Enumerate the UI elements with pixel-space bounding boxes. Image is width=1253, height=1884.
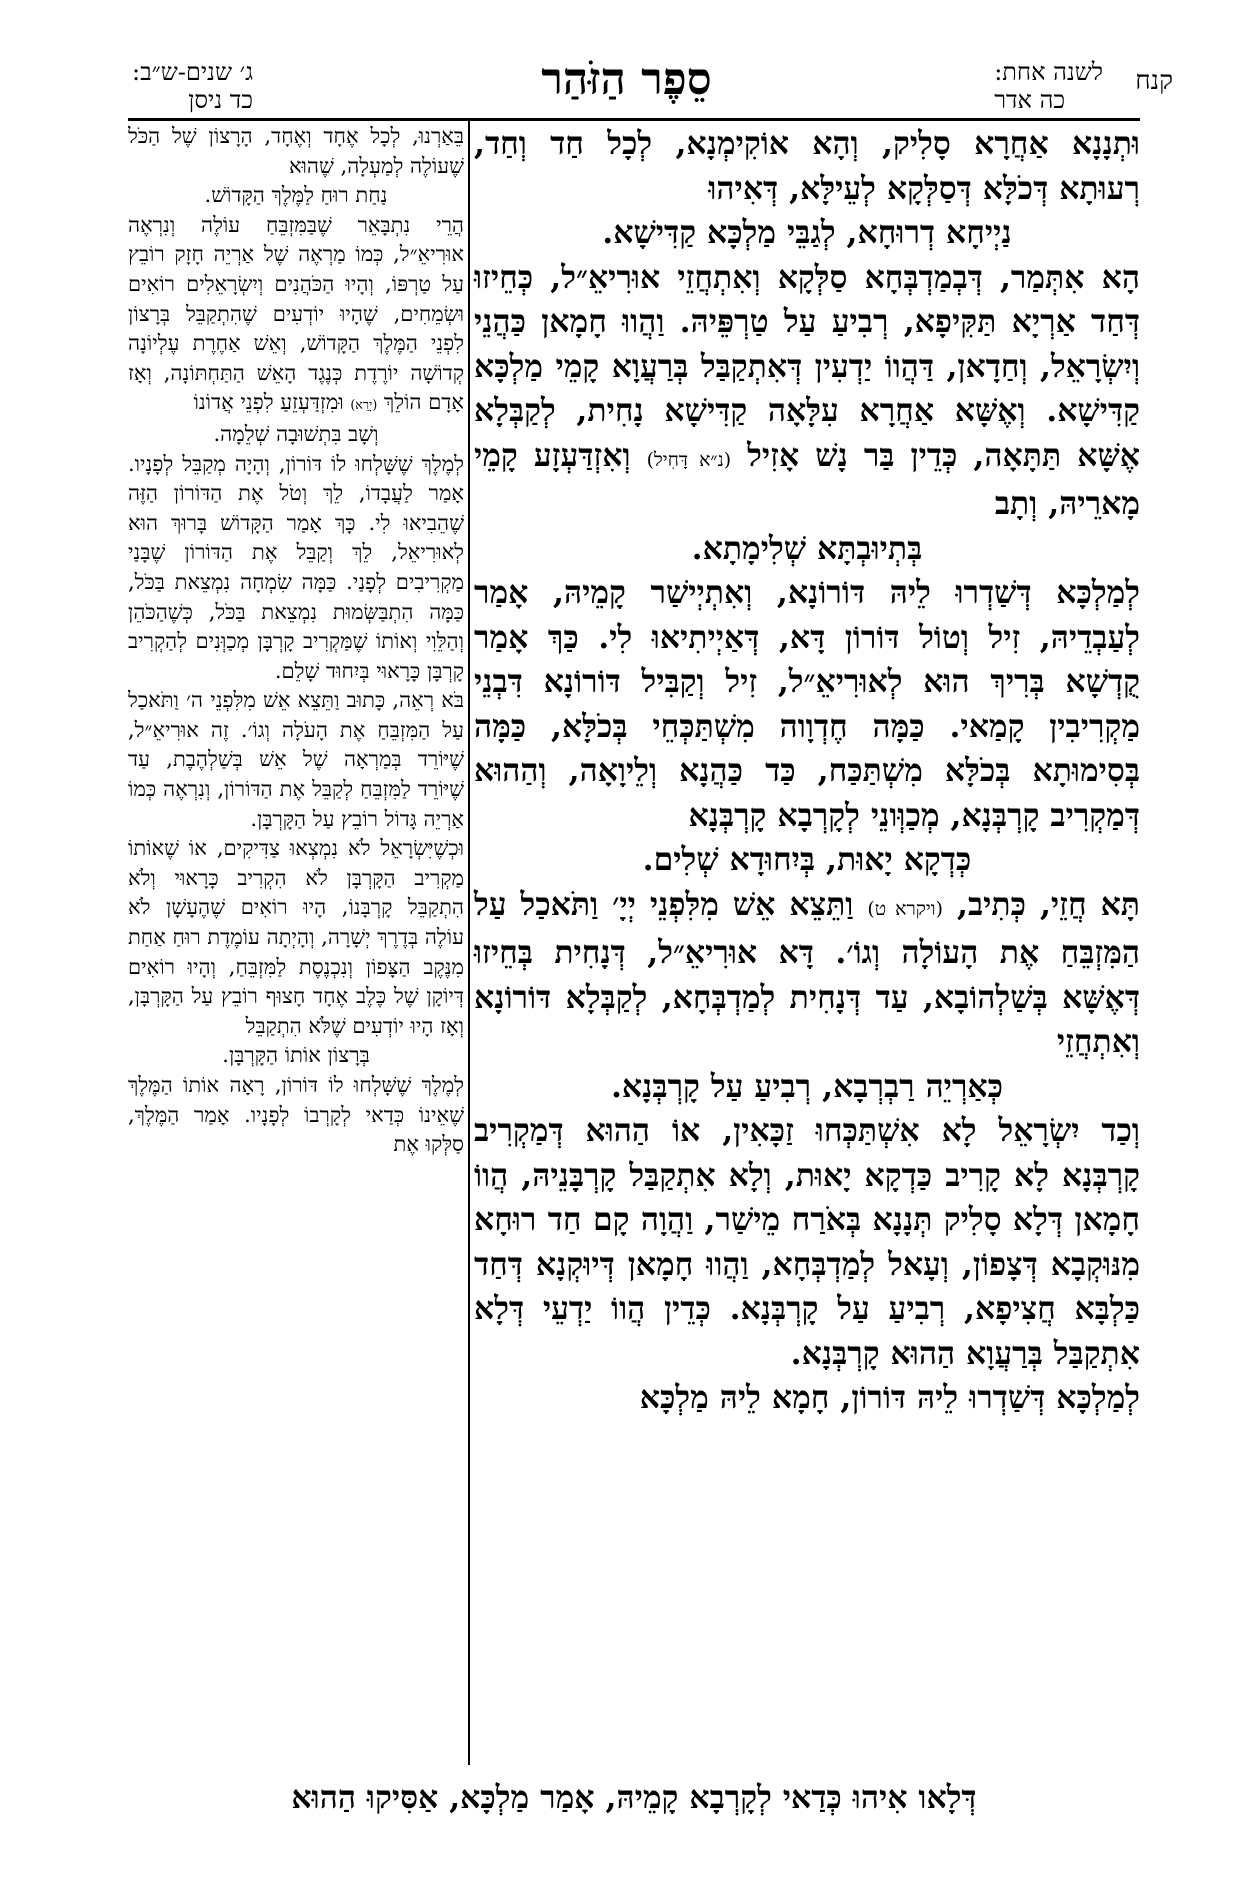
paragraph-end: כְּאַרְיֵה רַבְרְבָא, רְבִיעַ עַל קָרְבְּנָא. — [610, 1067, 1004, 1105]
paragraph: הָא אִתְּמַר, דְּבְמַדְבְּחָא סַלְּקָא וְאִתְחֲזֵי אוּרִיאֵ״ל, כְּחֵיזוּ דְּחַד אַרְיָא תַּקִּיפָא, רְבִיעַ עַל טַרְפֵּיהּ. וַהֲווּ חָמָאן כַּהֲנֵי וְיִשְׂרָאֵל, וְחַדָאן, דַּהֲווֹ יַדְעִין דְּאִתְקַבַּל בְּרַעֲוָא קָמֵי מַלְכָּא קַדִּישָׁא. וְאֶשָּׁא אַחֲרָא עִלָּאָה קַדִּישָׁא נָחִית, לְקַבְּלָא אֶשָּׁא תַּתָּאָה, כְּדֵין בַּר נָשׁ אָזִיל (נ״א דָּחִיל) וְאִזְדַּעְזָע קָמֵי מָארֵיהּ, וְתָב — [474, 258, 1140, 522]
paragraph: לְמֶלֶךְ שֶׁשָּׁלְחוּ לוֹ דּוֹרוֹן, וְהָיָה מְקַבֵּל לְפָנָיו. אָמַר לַעֲבָדוֹ, לֵךְ וְטֹל אֶת הַדּוֹרוֹן הַזֶּה שֶׁהֵבִיאוּ לִי. כָּךְ אָמַר הַקָּדוֹשׁ בָּרוּךְ הוּא לְאוּרִיאֵל, לֵךְ וְקַבֵּל אֶת הַדּוֹרוֹן שֶׁבָּנַי מַקְרִיבִים לְפָנַי. כַּמָּה שִׂמְחָה נִמְצֵאת בַּכֹּל, כַּמָּה הִתְבַּשְּׂמוּת נִמְצֵאת בַּכֹּל, כְּשֶׁהַכֹּהֵן וְהַלֵּוִי וְאוֹתוֹ שֶׁמַּקְרִיב קָרְבָּן מְכַוְּנִים לְהַקְרִיב קָרְבָּן כָּרָאוּי בְּיִחוּד שָׁלֵם. — [128, 451, 464, 683]
aramaic-text-column — [474, 122, 1140, 1421]
paragraph-end: כְּדְקָא יָאוּת, בְּיִחוּדָא שְׁלִים. — [642, 841, 972, 878]
paragraph: וּכְשֶׁיִּשְׂרָאֵל לֹא נִמְצְאוּ צַדִּיקִים, אוֹ שֶׁאוֹתוֹ מַקְרִיב הַקָּרְבָּן לֹא הִקְרִיב כָּרָאוּי וְלֹא הִתְקַבֵּל קָרְבָּנוֹ, הָיוּ רוֹאִים שֶׁהֶעָשָׁן לֹא עוֹלֶה בְּדֶרֶךְ יְשָׁרָה, וְהָיְתָה עוֹמֶדֶת רוּחַ אַחַת מִנֶּקֶב הַצָּפוֹן וְנִכְנֶסֶת לַמִּזְבֵּחַ, וְהָיוּ רוֹאִים דְּיוֹקָן שֶׁל כֶּלֶב אֶחָד חָצוּף רוֹבֵץ עַל הַקָּרְבָּן, וְאָז הָיוּ יוֹדְעִים שֶׁלֹּא הִתְקַבֵּל — [128, 836, 464, 1038]
column-divider — [468, 120, 470, 1765]
schedule-label: לשנה אחת: — [994, 58, 1103, 86]
paragraph-end: וְשָׁב בִּתְשׁוּבָה שְׁלֵמָה. — [213, 421, 379, 446]
paragraph: לְמַלְכָּא דְּשַׁדְרוּ לֵיהּ דּוֹרוֹן, חָמָא לֵיהּ מַלְכָּא — [639, 1379, 1140, 1416]
paragraph: לְמֶלֶךְ שֶׁשָּׁלְחוּ לוֹ דּוֹרוֹן, רָאָה אוֹתוֹ הַמֶּלֶךְ שֶׁאֵינוֹ כְּדַאי לְקָרְבוֹ לְפָנָיו. אָמַר הַמֶּלֶךְ, סַלְּקוּ אֶת — [128, 1073, 464, 1157]
paragraph: תָּא חֲזֵי, כְּתִיב, (ויקרא ט) וַתֵּצֵא אֵשׁ מִלִּפְנֵי יְיָ׳ וַתֹּאכַל עַל הַמִּזְבֵּחַ אֶת הָעוֹלָה וְגוֹ׳. דָּא אוּרִיאֵ״ל, דְּנָחִית בְּחֵיזוּ דְּאֶשָּׁא בְּשַׁלְהוֹבָא, עַד דְּנָחִית לְמַדְבְּחָא, לְקַבְּלָא דּוֹרוֹנָא וְאִתְחֲזֵי — [474, 885, 1141, 1060]
continuation-line: דְּלָאו אִיהוּ כְּדַאי לְקָרְבָא קָמֵיהּ, אָמַר מַלְכָּא, אַסִּיקוּ הַהוּא — [291, 1779, 977, 1816]
schedule-date: כה אדר — [994, 86, 1066, 114]
paragraph: וְכַד יִשְׂרָאֵל לָא אִשְׁתַּכְּחוּ זַכָּאִין, אוֹ הַהוּא דְּמַקְרִיב קָרְבְּנָא לָא קָרִיב כַּדְקָא יָאוּת, וְלָא אִתְקַבַּל קָרְבָּנֵיהּ, הֲווֹ חָמָאן דְּלָא סָלִיק תְּנָנָא בְּאֹרַח מֵישַׁר, וַהֲוָה קָם חַד רוּחָא מִנּוּקְבָא דְּצָפוֹן, וְעָאל לְמַדְבְּחָא, וַהֲווּ חָמָאן דְּיוּקְנָא דְּחַד כַּלְבָּא חֲצִיפָא, רְבִיעַ עַל קָרְבְּנָא. כְּדֵין הֲווֹ יַדְעֵי דְּלָא אִתְקַבַּל בְּרַעֲוָא הַהוּא קָרְבְּנָא. — [474, 1112, 1140, 1372]
schedule-label: ג׳ שנים-ש״ב: — [132, 58, 254, 86]
paragraph-end: בְּרָצוֹן אוֹתוֹ הַקָּרְבָּן. — [222, 1043, 370, 1068]
page-header — [0, 56, 1253, 120]
paragraph: הֲרֵי נִתְבָּאֵר שֶׁבַּמִּזְבֵּחַ עוֹלֶה וְנִרְאֶה אוּרִיאֵ״ל, כְּמוֹ מַרְאֶה שֶׁל אַרְיֵה חָזָק רוֹבֵץ עַל טַרְפּוֹ, וְהָיוּ הַכֹּהֲנִים וְיִשְׂרָאֵלִים רוֹאִים וּשְׂמֵחִים, שֶׁהָיוּ יוֹדְעִים שֶׁהִתְקַבֵּל בְּרָצוֹן לִפְנֵי הַמֶּלֶךְ הַקָּדוֹשׁ, וְאֵשׁ אַחֶרֶת עֶלְיוֹנָה קְדוֹשָׁה יוֹרֶדֶת כְּנֶגֶד הָאֵשׁ הַתַּחְתּוֹנָה, וְאָז אָדָם הוֹלֵךְ (יָרֵא) וּמִזְדַּעְזֵעַ לִפְנֵי אֲדוֹנוֹ — [128, 212, 464, 415]
header-rule — [128, 118, 1140, 121]
variant-note: (יָרֵא) — [350, 397, 378, 413]
paragraph: בֹּא רְאֵה, כָּתוּב וַתֵּצֵא אֵשׁ מִלִּפְנֵי ה׳ וַתֹּאכַל עַל הַמִּזְבֵּחַ אֶת הָעֹלָה וְגוֹ׳. זֶה אוּרִיאֵ״ל, שֶׁיּוֹרֵד בְּמַרְאָה שֶׁל אֵשׁ בְּשַׁלְהֶבֶת, עַד שֶׁיּוֹרֵד לַמִּזְבֵּחַ לְקַבֵּל אֶת הַדּוֹרוֹן, וְנִרְאֶה כְּמוֹ אַרְיֵה גָּדוֹל רוֹבֵץ עַל הַקָּרְבָּן. — [128, 688, 464, 831]
paragraph: בֵּאַרְנוּ, לְכָל אֶחָד וְאֶחָד, הָרָצוֹן שֶׁל הַכֹּל שֶׁעוֹלֶה לְמַעְלָה, שֶׁהוּא — [128, 124, 464, 178]
page-number: קנח — [1135, 66, 1173, 96]
paragraph-end: נַחַת רוּחַ לַמֶּלֶךְ הַקָּדוֹשׁ. — [204, 183, 388, 208]
paragraph: וּתְנָנָא אַחֲרָא סָלִיק, וְהָא אוֹקִימְנָא, לְכָל חַד וְחַד, רְעוּתָא דְּכֹלָּא דְּסַלְּקָא לְעֵילָּא, דְּאִיהוּ — [474, 125, 1140, 207]
paragraph: לְמַלְכָּא דְּשַׁדְרוּ לֵיהּ דּוֹרוֹנָא, וְאִתְיְישַׁר קָמֵיהּ, אָמַר לְעַבְדֵיהּ, זִיל וְטוֹל דּוֹרוֹן דָּא, דְּאַיְיתִיאוּ לִי. כַּךְ אָמַר קֻדְשָׁא בְּרִיךְ הוּא לְאוּרִיאֵ״ל, זִיל וְקַבִּיל דּוֹרוֹנָא דִּבְנֵי מַקְרִיבִין קָמַאי. כַּמָּה חֶדְוָוה מִשְׁתַּכְּחֵי בְּכֹלָּא, כַּמָּה בְּסִימוּתָא בְּכֹלָּא מִשְׁתַּכַּח, כַּד כַּהֲנָא וְלֵיוָאָה, וְהַהוּא דְּמַקְרִיב קָרְבְּנָא, מְכַוְּונֵי לְקָרְבָא קָרְבְּנָא — [474, 574, 1140, 834]
hebrew-translation-column — [128, 122, 464, 1160]
variant-note: (נ״א דָּחִיל) — [646, 448, 732, 471]
study-schedule-three-years — [132, 58, 253, 114]
verse-reference: (ויקרא ט) — [867, 897, 944, 920]
paragraph-end: נַיְיחָא דְרוּחָא, לְגַבֵּי מַלְכָּא קַדִּישָׁא. — [602, 214, 1012, 251]
book-title: סֵפֶר הַזֹּהַר — [541, 54, 712, 105]
schedule-date: כד ניסן — [188, 86, 254, 114]
paragraph-end: בְּתְיוּבְתָּא שְׁלִימָתָא. — [691, 529, 923, 567]
